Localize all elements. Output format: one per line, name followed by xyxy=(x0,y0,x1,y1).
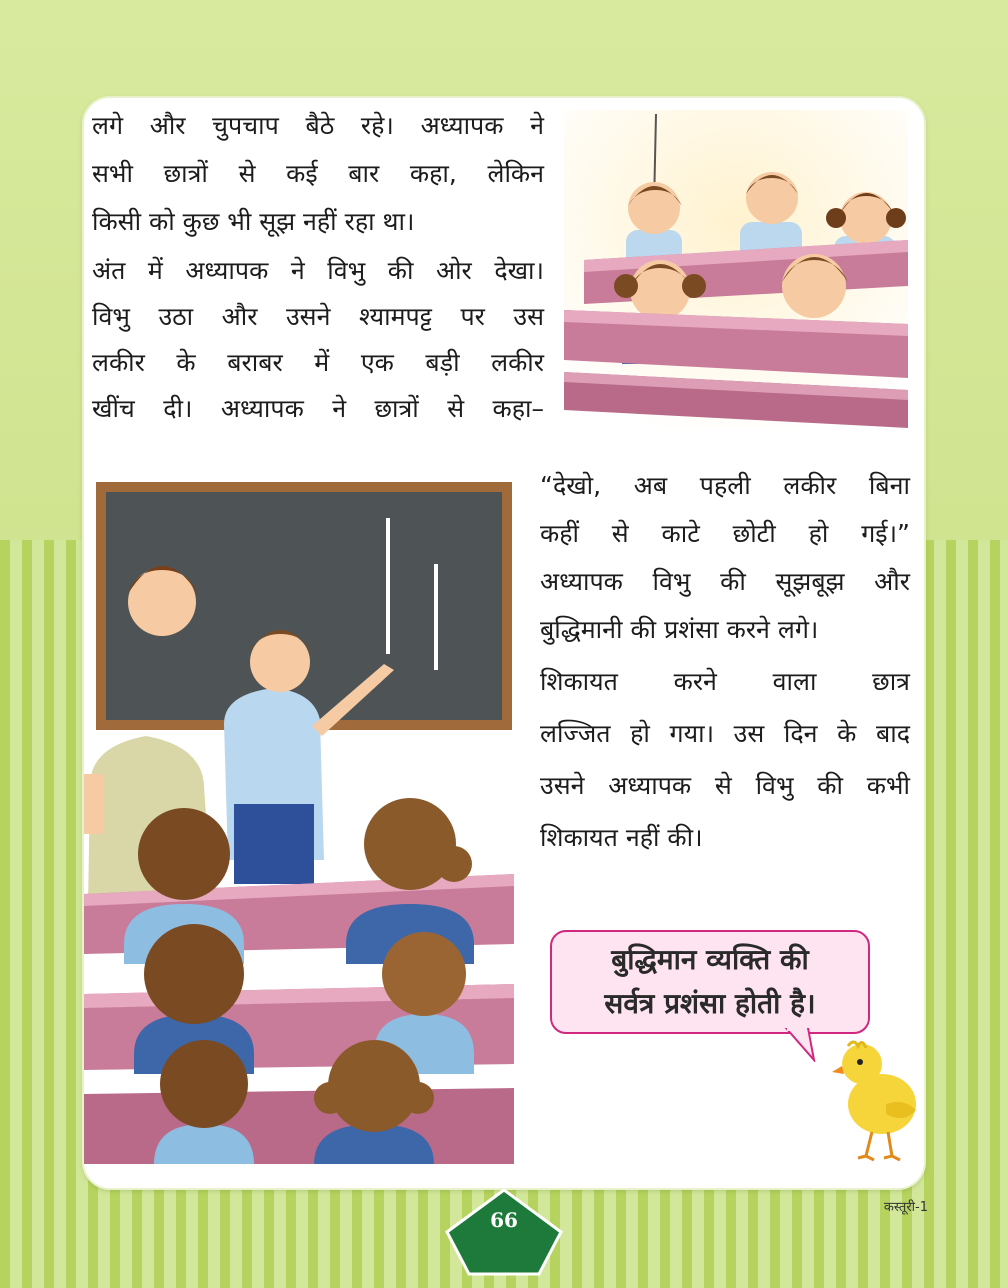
text-line: लकीर के बराबर में एक बड़ी लकीर xyxy=(92,348,544,377)
bubble-tail xyxy=(784,1028,818,1062)
page-number: 66 xyxy=(490,1208,518,1232)
text-line: खींच दी। अध्यापक ने छात्रों से कहा– xyxy=(92,394,544,423)
page-number-badge xyxy=(445,1188,563,1276)
chick-icon xyxy=(832,1038,924,1164)
blackboard-classroom-illustration xyxy=(84,474,514,1164)
text-line: अंत में अध्यापक ने विभु की ओर देखा। xyxy=(92,256,544,285)
text-line: लगे और चुपचाप बैठे रहे। अध्यापक ने xyxy=(92,111,544,140)
text-line: उसने अध्यापक से विभु की कभी xyxy=(540,771,910,800)
paragraph-4 xyxy=(540,656,910,864)
text-line: सभी छात्रों से कई बार कहा, लेकिन xyxy=(92,159,544,188)
paragraph-3 xyxy=(540,462,910,654)
text-line: किसी को कुछ भी सूझ नहीं रहा था। xyxy=(92,207,415,236)
text-line: “देखो, अब पहली लकीर बिना xyxy=(540,471,910,500)
text-line: शिकायत नहीं की। xyxy=(540,823,703,852)
text-line: शिकायत करने वाला छात्र xyxy=(540,667,910,696)
paragraph-1 xyxy=(92,102,544,246)
paragraph-2 xyxy=(92,248,544,432)
moral-line-2: सर्वत्र प्रशंसा होती है। xyxy=(604,987,816,1020)
moral-speech-bubble xyxy=(550,930,870,1034)
text-line: बुद्धिमानी की प्रशंसा करने लगे। xyxy=(540,615,819,644)
text-line: अध्यापक विभु की सूझबूझ और xyxy=(540,567,910,596)
text-line: कहीं से काटे छोटी हो गई।” xyxy=(540,519,910,548)
moral-line-1: बुद्धिमान व्यक्ति की xyxy=(611,943,809,976)
classroom-students-illustration xyxy=(564,110,908,428)
text-line: विभु उठा और उसने श्यामपट्ट पर उस xyxy=(92,302,544,331)
book-name: कस्तूरी-1 xyxy=(883,1200,928,1215)
text-line: लज्जित हो गया। उस दिन के बाद xyxy=(540,719,910,748)
